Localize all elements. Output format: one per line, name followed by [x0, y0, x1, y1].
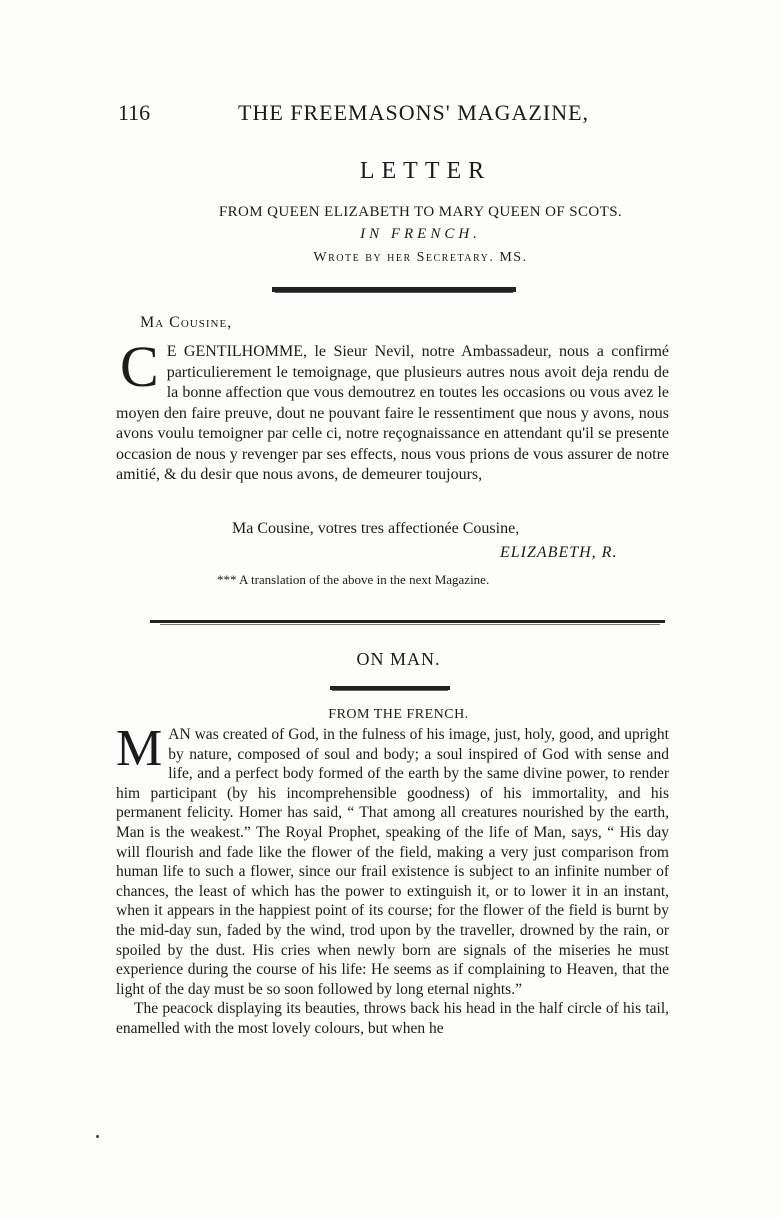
letter-secretary-note: Wrote by her Secretary. MS. [313, 250, 528, 265]
letter-body [116, 334, 669, 486]
ornamental-rule-small-underline [332, 690, 448, 691]
letter-dropcap: C [120, 334, 159, 399]
running-head [118, 100, 678, 130]
ornamental-rule-underline [275, 292, 513, 293]
article-body [116, 720, 669, 1039]
article-body-text: AN was created of God, in the fulness of his image, just, holy, good, and upright by nature, composed of soul and body; a soul inspired of God with sense and life, and a perfect body formed of the earth by the same divine power, to render him participant (by his incomprehensible goodness) of his immortality, and his permanent felicity. Homer has said, “ That among all creatures nourished by the earth, Man is the weakest.” The Royal Prophet, speaking of the life of Man, says, “ His day will flourish and fade like the flower of the field, making a very just comparison from human life to such a flower, since our frail existence is subject to an infinite number of chances, the least of which has the power to extinguish it, or to lower it in an instant, when it appears in the happiest point of its course; for the flower of the field is burnt by the mid-day sun, faded by the wind, trod upon by the traveller, drowned by the rain, or spoiled by the dust. His cries when newly born are signals of the miseries he must experience during the course of his life: He seems as if complaining to Heaven, that the light of the day must be so soon followed by long eternal nights.” [116, 726, 669, 998]
translation-note: *** A translation of the above in the next Magazine. [217, 572, 490, 587]
article-body-text-2: The peacock displaying its beauties, throws back his head in the half circle of his tail, enamelled with the most lovely colours, but when he [116, 1000, 669, 1037]
section-divider [150, 620, 665, 623]
article-dropcap: M [116, 720, 163, 777]
article-source-note: FROM THE FRENCH. [328, 707, 469, 722]
letter-closing: Ma Cousine, votres tres affectionée Cousine, [232, 520, 520, 537]
letter-heading: LETTER [359, 158, 492, 184]
page-number: 116 [118, 100, 151, 125]
letter-subheading: FROM QUEEN ELIZABETH TO MARY QUEEN OF SCOTS. [218, 204, 623, 220]
letter-body-text: E GENTILHOMME, le Sieur Nevil, notre Ambassadeur, nous a confirmé particulierement le temoignage, que plusieurs autres nous avoit deja rendu de la bonne affection que vous demoutrez en toutes les occasions ou vous avez le moyen den faire preuve, dout ne pouvant faire le ressentiment que nous y avons, nous avons voulu temoigner par celle ci, notre reçognaissance en attendant qu'il se presente occasion de nous y revenger par ses effects, nous vous prions de vous assurer de notre amitié, & du desir que nous avons, de demeurer toujours, [116, 343, 669, 483]
article-title: ON MAN. [356, 649, 441, 669]
section-divider-underline [160, 624, 660, 625]
letter-signature: ELIZABETH, R. [500, 544, 618, 561]
journal-title: THE FREEMASONS' MAGAZINE, [238, 100, 590, 125]
letter-language-note: IN FRENCH. [360, 226, 481, 242]
ink-speck [96, 1135, 99, 1138]
letter-salutation: Ma Cousine, [140, 314, 233, 331]
